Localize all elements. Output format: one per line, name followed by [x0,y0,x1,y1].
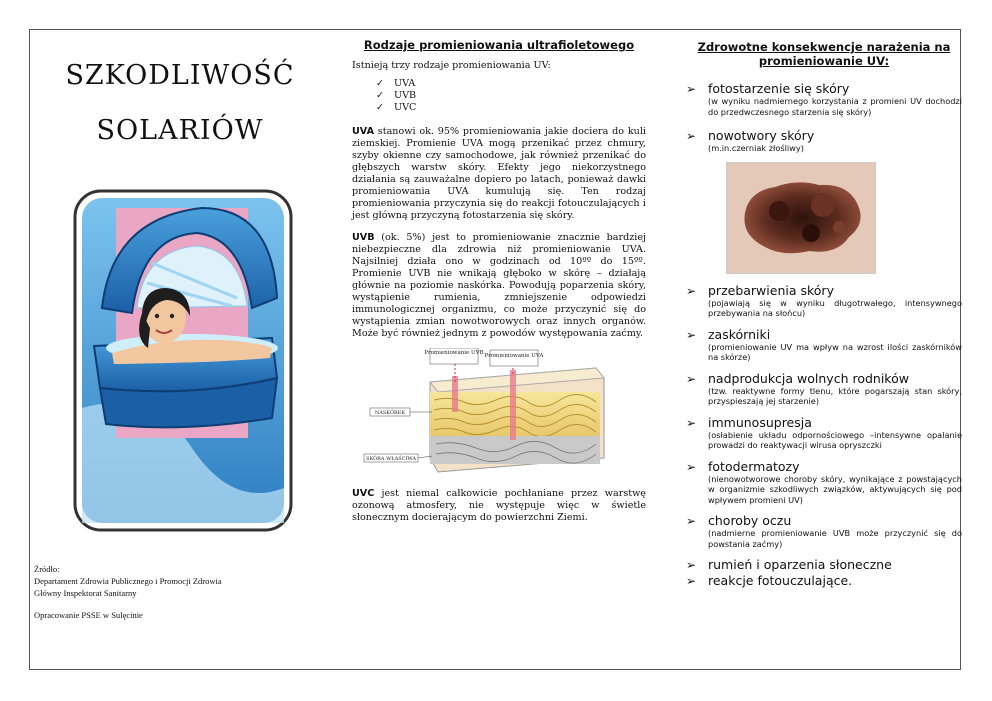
consequences-heading-line-2: promieniowanie UV: [758,54,890,68]
source-note [34,563,222,621]
uvb-paragraph: UVB (ok. 5%) jest to promieniowanie znacznie bardziej niebezpieczne dla zdrowia niż promieniowanie UVA. Najsilniej działa ono w godzinach od 10ºº do 15ºº. Promienie UVB nie wnikają głęboko w skórę – działają głównie na poziomie naskórka. Powodują poparzenia skóry, wystąpienie rumienia, zmniejszenie odpowiedzi immunologicznej organizmu, co może przyczynić się do wystąpienia zmian nowotworowych oraz innych organów. Może być również jednym z powodów występowania zaćmy. [352,232,646,339]
check-icon: ✓ [376,90,385,101]
uv-intro: Istnieją trzy rodzaje promieniowania UV: [352,60,551,71]
list-item: ✓ UVA [376,78,416,89]
prepared-by: Opracowanie PSSE w Sulęcinie [34,610,143,620]
arrow-bullet-icon: ➢ [686,82,697,96]
diagram-dermis-label: SKÓRA WŁAŚCIWA [366,456,416,462]
source-line-1: Departament Zdrowia Publicznego i Promocji Zdrowia [34,576,222,586]
right-panel [686,40,962,588]
list-item: ➢ rumień i oparzenia słoneczne [686,557,892,572]
source-line-2: Główny Inspektorat Sanitarny [34,588,137,598]
uv-types-heading: Rodzaje promieniowania ultrafioletowego [363,38,635,52]
middle-panel [352,38,646,524]
uvb-label: UVB [352,232,375,243]
check-icon: ✓ [376,78,385,89]
consequences-heading-line-1: Zdrowotne konsekwencje narażenia na [697,40,951,54]
list-item: ➢ choroby oczu (nadmierne promieniowanie UVB może przyczynić się do powstania zaćmy) [686,513,962,549]
arrow-bullet-icon: ➢ [686,371,697,386]
arrow-bullet-icon: ➢ [686,129,697,143]
list-item: ➢ nowotwory skóry (m.in.czerniak złośliwy) [686,128,815,153]
arrow-bullet-icon: ➢ [686,459,697,474]
arrow-bullet-icon: ➢ [686,558,697,572]
left-panel [30,30,330,670]
uv-types-list [352,78,646,114]
skin-layers-diagram [360,348,610,478]
list-item: ➢ zaskórniki (promieniowanie UV ma wpływ na wzrost ilości zaskórników na skórze) [686,326,962,362]
list-item: ➢ fotodermatozy (nienowotworowe choroby skóry, wynikające z powstających w organizmie szkodliwych związków, aktywujących się pod wpływem promieni UV) [686,458,962,505]
melanoma-photo [726,162,876,274]
arrow-bullet-icon: ➢ [686,574,697,588]
title-line-1: SZKODLIWOŚĆ [65,60,295,91]
uva-label: UVA [352,126,374,137]
list-item: ➢ fotostarzenie się skóry (w wyniku nadmiernego korzystania z promieni UV dochodzi do przedwczesnego starzenia się skóry) [686,81,962,117]
tanning-bed-illustration [72,188,294,533]
list-item: ➢ reakcje fotouczulające. [686,573,853,588]
list-item: ➢ nadprodukcja wolnych rodników (tzw. reaktywne formy tlenu, które pogarszają stan skóry, przyspieszają jej starzenie) [686,370,962,406]
list-item: ➢ przebarwienia skóry (pojawiają się w wyniku długotrwałego, intensywnego przebywania na słońcu) [686,282,962,318]
diagram-uva-label: Promieniowanie UVA [484,353,544,359]
source-label: Źródło: [34,564,60,574]
list-item: ✓ UVC [376,102,417,113]
diagram-epidermis-label: NASKÓREK [374,410,406,416]
uva-paragraph: UVA stanowi ok. 95% promieniowania jakie dociera do kuli ziemskiej. Promienie UVA mogą przenikać przez chmury, szyby okienne czy samochodowe, jak również przenikać do głębszych warstw skóry. Efekty jego niekorzystnego działania są zauważalne dopiero po latach, ponieważ dawki promieniowania UVA kumulują się. Ten rodzaj promieniowania przyczynia się do reakcji fotouczulających i jest główną przyczyną fotostarzenia się skóry. [352,126,646,221]
list-item: ➢ immunosupresja (osłabienie układu odpornościowego –intensywne opalanie prowadzi do reaktywacji wirusa opryszczki [686,414,962,450]
diagram-uvb-label: Promieniowanie UVB [424,350,484,356]
arrow-bullet-icon: ➢ [686,283,697,298]
title-line-2: SOLARIÓW [96,115,264,146]
uvc-label: UVC [352,488,375,499]
arrow-bullet-icon: ➢ [686,327,697,342]
uvc-paragraph: UVC jest niemal całkowicie pochłaniane przez warstwę ozonową atmosfery, nie występuje więc w świetle słonecznym docierającym do powierzchni Ziemi. [352,488,646,523]
arrow-bullet-icon: ➢ [686,514,697,528]
arrow-bullet-icon: ➢ [686,415,697,430]
check-icon: ✓ [376,102,385,113]
list-item: ✓ UVB [376,90,417,101]
